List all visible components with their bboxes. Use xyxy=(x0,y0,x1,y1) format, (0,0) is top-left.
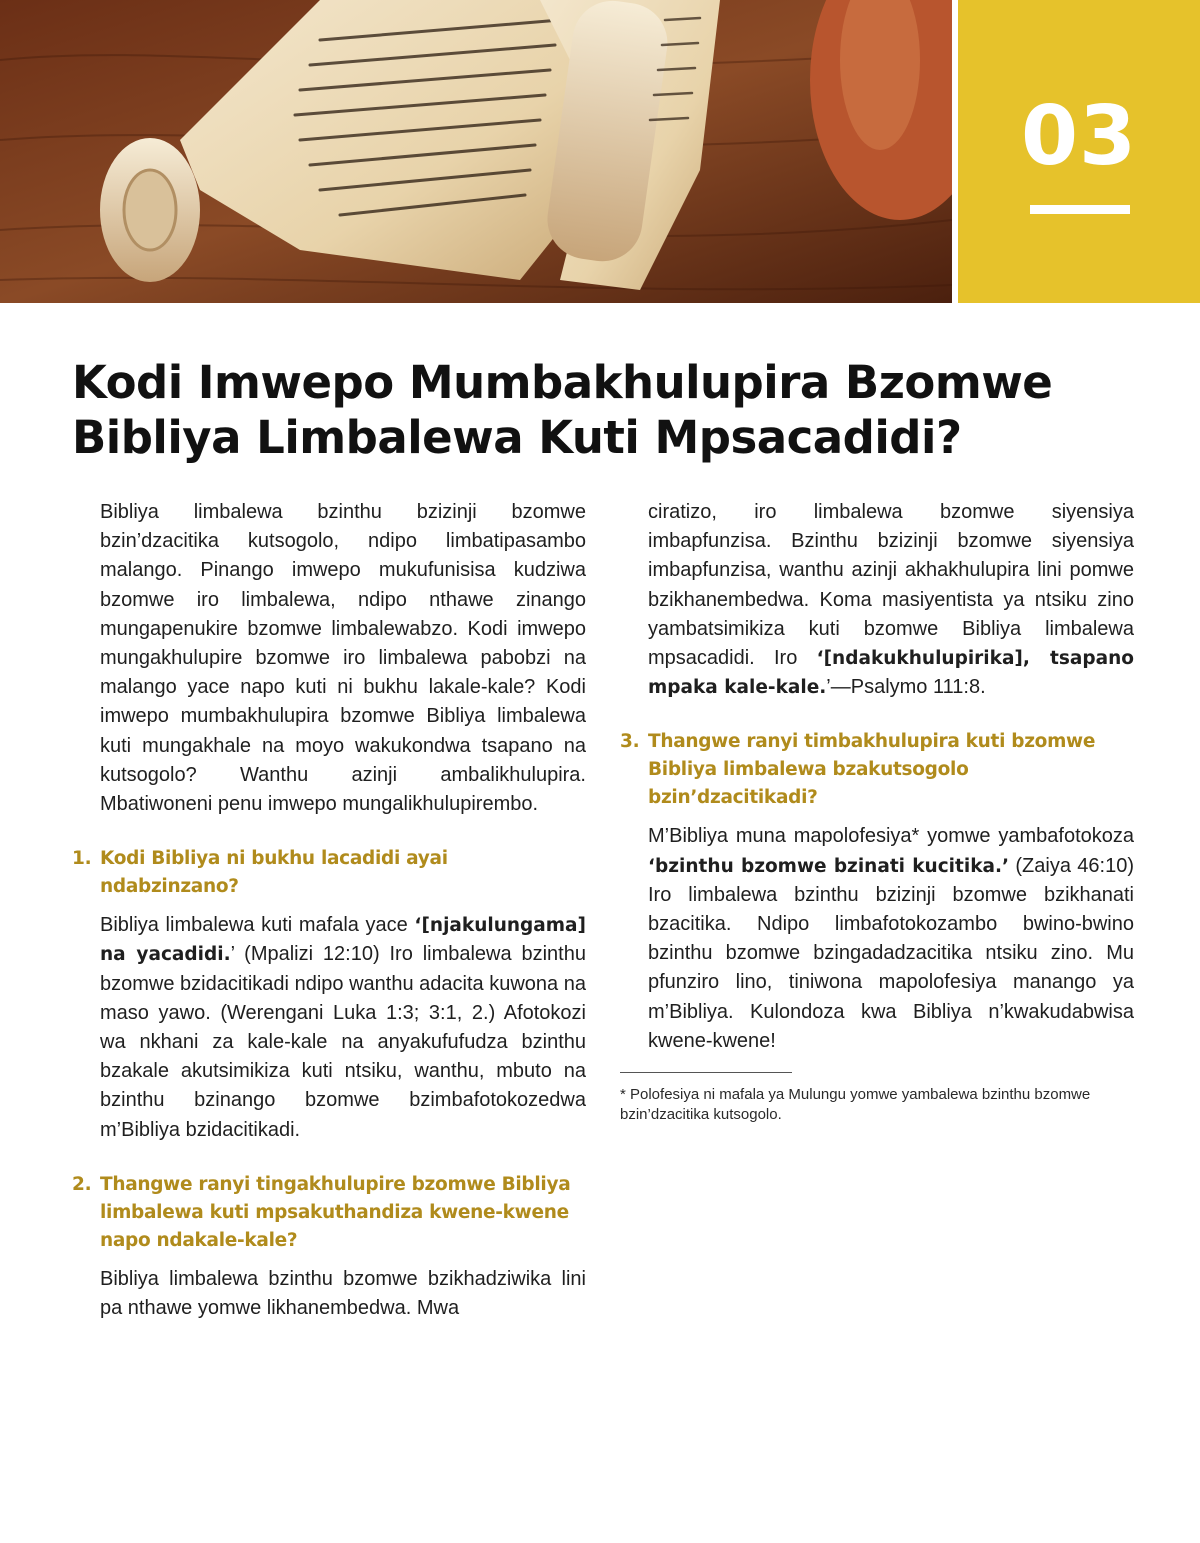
answer-1-quote: ‘[njakulungama] na yacadidi. xyxy=(100,915,586,966)
answer-1-text-pre: Bibliya limbalewa kuti mafala yace xyxy=(100,914,415,937)
question-3 xyxy=(620,728,1134,812)
question-3-text: Thangwe ranyi timbakhulupira kuti bzomwe Bibliya limbalewa bzakutsogolo bzin’dzacitikadi? xyxy=(648,731,1096,809)
answer-3-text-post: (Zaiya 46:10) Iro limbalewa bzinthu bzizinji bzomwe bzikhanati bzacitika. Ndipo limbafotokozambo bwino-bwino bzinthu bzomwe bzingadadzacitika ntsiku zino. Mu pfunziro lino, tiniwona mapolofesiya manango ya m’Bibliya. Kulondoza kwa Bibliya n’kwakudabwisa kwene-kwene! xyxy=(648,854,1134,1052)
hero-image xyxy=(0,0,952,303)
lesson-number-box xyxy=(958,0,1200,303)
answer-2-paragraph-start: Bibliya limbalewa bzinthu bzomwe bzikhadziwika lini pa nthawe yomwe likhanembedwa. Mwa xyxy=(100,1267,586,1320)
footnote-divider xyxy=(620,1072,792,1073)
lesson-underline xyxy=(1030,205,1130,214)
intro-paragraph: Bibliya limbalewa bzinthu bzizinji bzomwe bzin’dzacitika kutsogolo, ndipo limbatipasambo malango. Pinango imwepo mukufunisisa kudziwa bzomwe iro limbalewa, ndipo nthawe zinango mungapenukire bzomwe limbalewabzo. Kodi imwepo mungakhulupire bzomwe iro limbalewa pabobzi na malango yace napo kuti ni bukhu lakale-kale? Kodi imwepo mumbakhulupira bzomwe Bibliya limbalewa kuti mungakhale na moyo wakukondwa tsapano na kutsogolo? Wanthu azinji ambalikhulupira. Mbatiwoneni penu imwepo mungalikhulupirembo. xyxy=(100,501,586,816)
question-1 xyxy=(72,845,586,901)
answer-1-text-post: ’ (Mpalizi 12:10) Iro limbalewa bzinthu bzomwe bzidacitikadi ndipo wanthu adacita kuwona na maso yawo. (Werengani Luka 1:3; 3:1, 2.) Afotokozi wa nkhani za kale-kale na anyakufufudza bzinthu bzakale akutsimikiza kuti ntsiku, wanthu, mbuto na bzinthu bzinango bzomwe bzimbafotokozedwa m’Bibliya bzidacitikadi. xyxy=(100,943,586,1141)
lesson-number: 03 xyxy=(1020,89,1138,184)
question-2-number: 2. xyxy=(72,1173,92,1195)
answer-2-quote: ‘[ndakukhulupirika], tsapano mpaka kale-kale. xyxy=(648,648,1134,699)
answer-2-text-pre: ciratizo, iro limbalewa bzomwe siyensiya imbapfunzisa. Bzinthu bzizinji bzomwe siyensiya imbapfunzisa, wanthu azinji akhakhulupira lini pomwe bzikhanembedwa. Koma masiyentista ya ntsiku zino yambatsimikiza kuti bzomwe Bibliya limbalewa mpsacadidi. Iro xyxy=(648,501,1134,670)
answer-3-paragraph xyxy=(620,822,1134,1056)
page-title: Kodi Imwepo Mumbakhulupira Bzomwe Bibliya Limbalewa Kuti Mpsacadidi? xyxy=(72,356,1053,464)
question-1-number: 1. xyxy=(72,848,92,870)
left-column xyxy=(72,498,586,1323)
answer-2-text-post: ’—Psalymo 111:8. xyxy=(826,676,986,699)
answer-1-paragraph xyxy=(72,911,586,1145)
answer-3-quote: ‘bzinthu bzomwe bzinati kucitika.’ xyxy=(648,855,1010,877)
right-column xyxy=(620,498,1134,1125)
question-3-number: 3. xyxy=(620,731,640,753)
question-2-text: Thangwe ranyi tingakhulupire bzomwe Bibliya limbalewa kuti mpsakuthandiza kwene-kwene napo ndakale-kale? xyxy=(100,1173,571,1251)
answer-3-text-pre: M’Bibliya muna mapolofesiya* yomwe yambafotokoza xyxy=(648,825,1134,848)
question-2 xyxy=(72,1171,586,1255)
question-1-text: Kodi Bibliya ni bukhu lacadidi ayai ndabzinzano? xyxy=(100,848,448,898)
answer-2-paragraph-end xyxy=(620,498,1134,702)
scroll-illustration xyxy=(0,0,952,303)
footnote: * Polofesiya ni mafala ya Mulungu yomwe yambalewa bzinthu bzomwe bzin’dzacitika kutsogolo. xyxy=(620,1086,1091,1124)
